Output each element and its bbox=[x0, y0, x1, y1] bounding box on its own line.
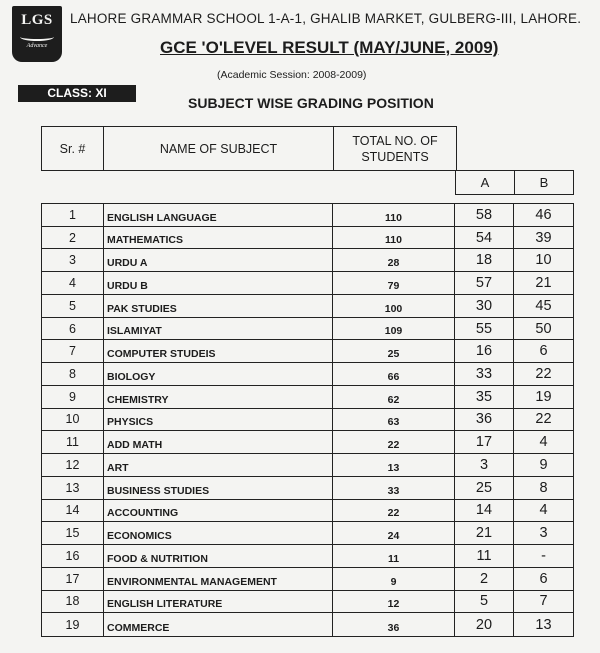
cell-total-students: 11 bbox=[333, 545, 455, 567]
cell-total-students: 22 bbox=[333, 431, 455, 453]
table-row bbox=[42, 613, 573, 636]
cell-grade-b: 10 bbox=[535, 252, 552, 269]
cell-grade-a: 30 bbox=[455, 295, 514, 317]
cell-subject-name: ECONOMICS bbox=[104, 522, 333, 544]
table-row bbox=[42, 431, 573, 454]
cell-total-students: 79 bbox=[333, 272, 455, 294]
cell-grade-b: 4 bbox=[539, 502, 548, 519]
page-subtitle: SUBJECT WISE GRADING POSITION bbox=[188, 95, 434, 111]
school-logo bbox=[12, 6, 62, 62]
cell-total-students: 36 bbox=[333, 613, 455, 636]
cell-grade-a: 36 bbox=[455, 409, 514, 431]
header-total-line1: TOTAL NO. OF bbox=[352, 134, 438, 148]
cell-subject-name: COMPUTER STUDEIS bbox=[104, 340, 333, 362]
cell-sr: 19 bbox=[42, 613, 104, 636]
cell-total-students: 110 bbox=[333, 204, 455, 226]
cell-sr: 18 bbox=[42, 591, 104, 613]
table-header bbox=[41, 126, 457, 171]
cell-total-students: 28 bbox=[333, 249, 455, 271]
academic-session: (Academic Session: 2008-2009) bbox=[217, 69, 367, 81]
cell-sr: 8 bbox=[42, 363, 104, 385]
cell-sr: 10 bbox=[42, 409, 104, 431]
table-row bbox=[42, 340, 573, 363]
cell-grade-b: 8 bbox=[539, 479, 548, 496]
cell-grade-b: 4 bbox=[539, 434, 548, 451]
cell-grade-a: 18 bbox=[455, 249, 514, 271]
results-table bbox=[41, 203, 574, 637]
cell-grade-a: 57 bbox=[455, 272, 514, 294]
cell-grade-a: 2 bbox=[455, 568, 514, 590]
table-row bbox=[42, 295, 573, 318]
cell-grade-a: 25 bbox=[455, 477, 514, 499]
cell-subject-name: BIOLOGY bbox=[104, 363, 333, 385]
cell-grade-b: 13 bbox=[535, 616, 552, 633]
cell-grade-b: 45 bbox=[535, 297, 552, 314]
page-title: GCE 'O'LEVEL RESULT (MAY/JUNE, 2009) bbox=[160, 38, 499, 57]
cell-grade-b: 6 bbox=[539, 343, 548, 360]
cell-grade-b: 22 bbox=[535, 366, 552, 383]
cell-sr: 9 bbox=[42, 386, 104, 408]
cell-total-students: 109 bbox=[333, 318, 455, 340]
school-name: LAHORE GRAMMAR SCHOOL 1-A-1, GHALIB MARKET, GULBERG-III, LAHORE. bbox=[70, 11, 582, 26]
cell-subject-name: ACCOUNTING bbox=[104, 500, 333, 522]
table-row bbox=[42, 500, 573, 523]
cell-subject-name: URDU B bbox=[104, 272, 333, 294]
cell-total-students: 24 bbox=[333, 522, 455, 544]
table-row bbox=[42, 477, 573, 500]
cell-sr: 17 bbox=[42, 568, 104, 590]
cell-grade-a: 3 bbox=[455, 454, 514, 476]
cell-subject-name: PHYSICS bbox=[104, 409, 333, 431]
cell-sr: 1 bbox=[42, 204, 104, 226]
cell-subject-name: CHEMISTRY bbox=[104, 386, 333, 408]
cell-grade-a: 35 bbox=[455, 386, 514, 408]
header-total-line2: STUDENTS bbox=[361, 150, 429, 164]
table-row bbox=[42, 522, 573, 545]
cell-sr: 11 bbox=[42, 431, 104, 453]
table-row bbox=[42, 318, 573, 341]
header-grade-b: B bbox=[514, 170, 574, 195]
cell-sr: 14 bbox=[42, 500, 104, 522]
table-row bbox=[42, 454, 573, 477]
cell-subject-name: ADD MATH bbox=[104, 431, 333, 453]
cell-grade-b: 19 bbox=[535, 388, 552, 405]
cell-grade-b: 7 bbox=[539, 593, 548, 610]
cell-total-students: 12 bbox=[333, 591, 455, 613]
header-subject-name: NAME OF SUBJECT bbox=[159, 142, 278, 156]
cell-grade-a: 20 bbox=[455, 613, 514, 636]
cell-grade-b: 39 bbox=[535, 229, 552, 246]
cell-grade-a: 58 bbox=[455, 204, 514, 226]
cell-total-students: 100 bbox=[333, 295, 455, 317]
cell-total-students: 63 bbox=[333, 409, 455, 431]
cell-total-students: 22 bbox=[333, 500, 455, 522]
class-badge: CLASS: XI bbox=[18, 85, 136, 102]
logo-text: LGS bbox=[21, 12, 53, 28]
cell-sr: 2 bbox=[42, 227, 104, 249]
cell-grade-b: 9 bbox=[539, 456, 548, 473]
table-row bbox=[42, 249, 573, 272]
cell-sr: 13 bbox=[42, 477, 104, 499]
cell-sr: 3 bbox=[42, 249, 104, 271]
header-sr: Sr. # bbox=[59, 142, 86, 156]
cell-subject-name: MATHEMATICS bbox=[104, 227, 333, 249]
cell-sr: 15 bbox=[42, 522, 104, 544]
table-row bbox=[42, 227, 573, 250]
header-total-students bbox=[334, 127, 456, 171]
cell-grade-a: 21 bbox=[455, 522, 514, 544]
cell-grade-a: 14 bbox=[455, 500, 514, 522]
cell-sr: 6 bbox=[42, 318, 104, 340]
table-row bbox=[42, 204, 573, 227]
table-row bbox=[42, 568, 573, 591]
cell-sr: 12 bbox=[42, 454, 104, 476]
table-row bbox=[42, 363, 573, 386]
cell-grade-b: 21 bbox=[535, 275, 552, 292]
cell-total-students: 33 bbox=[333, 477, 455, 499]
cell-total-students: 13 bbox=[333, 454, 455, 476]
cell-grade-a: 16 bbox=[455, 340, 514, 362]
cell-grade-a: 33 bbox=[455, 363, 514, 385]
cell-grade-a: 11 bbox=[455, 545, 514, 567]
cell-subject-name: ENGLISH LANGUAGE bbox=[104, 204, 333, 226]
cell-grade-a: 54 bbox=[455, 227, 514, 249]
cell-sr: 7 bbox=[42, 340, 104, 362]
cell-subject-name: ART bbox=[104, 454, 333, 476]
cell-sr: 16 bbox=[42, 545, 104, 567]
cell-grade-b: 50 bbox=[535, 320, 552, 337]
table-row bbox=[42, 386, 573, 409]
header-grade-a: A bbox=[455, 170, 515, 195]
cell-grade-b: 6 bbox=[539, 570, 548, 587]
cell-subject-name: COMMERCE bbox=[104, 613, 333, 636]
logo-motto: Advance bbox=[26, 43, 48, 49]
cell-grade-b: - bbox=[541, 547, 546, 564]
cell-subject-name: FOOD & NUTRITION bbox=[104, 545, 333, 567]
table-row bbox=[42, 272, 573, 295]
cell-subject-name: ENGLISH LITERATURE bbox=[104, 591, 333, 613]
cell-total-students: 25 bbox=[333, 340, 455, 362]
cell-sr: 5 bbox=[42, 295, 104, 317]
logo-book-icon bbox=[20, 33, 54, 41]
cell-subject-name: ENVIRONMENTAL MANAGEMENT bbox=[104, 568, 333, 590]
cell-subject-name: BUSINESS STUDIES bbox=[104, 477, 333, 499]
cell-grade-a: 5 bbox=[455, 591, 514, 613]
cell-subject-name: URDU A bbox=[104, 249, 333, 271]
cell-subject-name: PAK STUDIES bbox=[104, 295, 333, 317]
cell-grade-a: 17 bbox=[455, 431, 514, 453]
cell-grade-b: 3 bbox=[539, 525, 548, 542]
cell-total-students: 9 bbox=[333, 568, 455, 590]
table-row bbox=[42, 591, 573, 614]
cell-grade-b: 46 bbox=[535, 206, 552, 223]
cell-grade-a: 55 bbox=[455, 318, 514, 340]
cell-total-students: 62 bbox=[333, 386, 455, 408]
table-row bbox=[42, 409, 573, 432]
cell-total-students: 66 bbox=[333, 363, 455, 385]
cell-subject-name: ISLAMIYAT bbox=[104, 318, 333, 340]
cell-grade-b: 22 bbox=[535, 411, 552, 428]
cell-total-students: 110 bbox=[333, 227, 455, 249]
cell-sr: 4 bbox=[42, 272, 104, 294]
table-row bbox=[42, 545, 573, 568]
